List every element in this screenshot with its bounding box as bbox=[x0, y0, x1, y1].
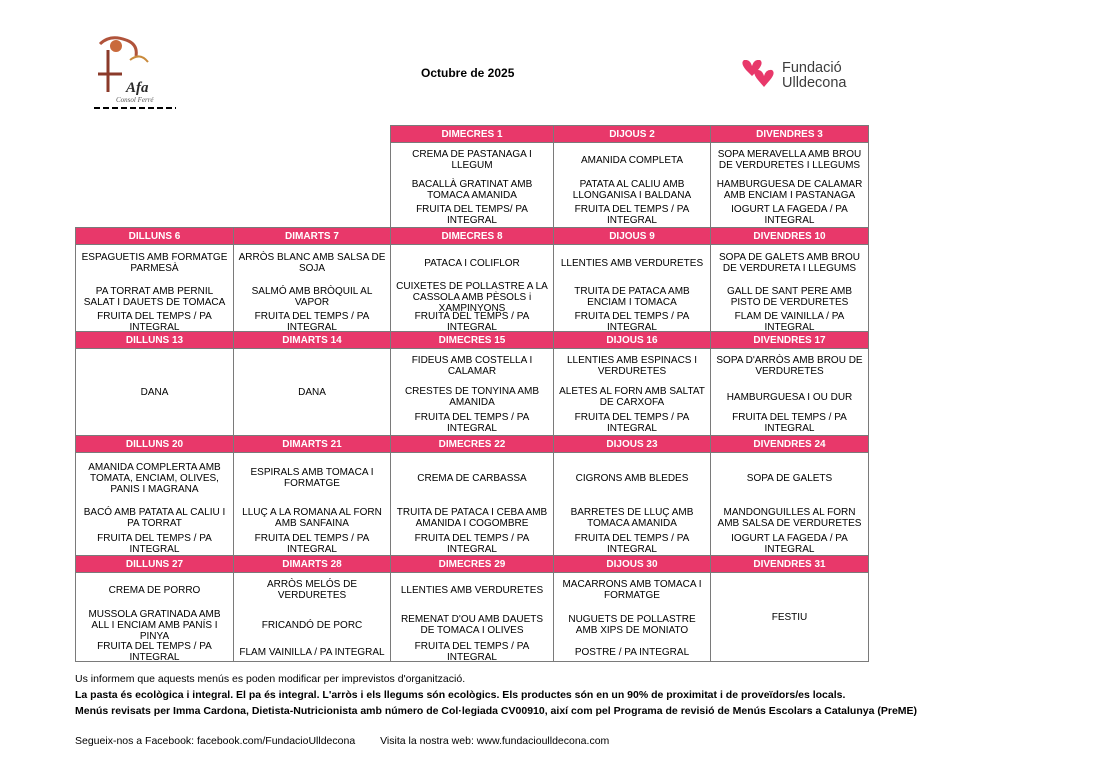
day-cell bbox=[391, 453, 554, 556]
footer-review-note: Menús revisats per Imma Cardona, Dietista-Nutricionista amb número de Col·legiada CV00910, així com pel Programa de revisió de Menús Escolars a Catalunya (PreME) bbox=[75, 705, 918, 717]
afa-logo-subtext: Consol Ferré bbox=[116, 96, 154, 104]
facebook-link[interactable]: Segueix-nos a Facebook: facebook.com/FundacioUlldecona bbox=[75, 735, 356, 747]
afa-logo-text: Afa bbox=[126, 80, 149, 96]
day-header: DIJOUS 2 bbox=[554, 126, 711, 143]
second-course: LLUÇ A LA ROMANA AL FORN AMB SANFAINA bbox=[242, 507, 382, 529]
day-cell bbox=[554, 453, 711, 556]
first-course: MACARRONS AMB TOMACA I FORMATGE bbox=[562, 579, 702, 601]
day-cell bbox=[76, 453, 234, 556]
first-course: LLENTIES AMB VERDURETES bbox=[400, 584, 544, 596]
week-5-header-row bbox=[76, 556, 869, 573]
website-link[interactable]: Visita la nostra web: www.fundacioulldecona.com bbox=[380, 735, 610, 747]
afa-logo bbox=[86, 30, 186, 116]
day-cell bbox=[234, 573, 391, 662]
first-course: FIDEUS AMB COSTELLA I CALAMAR bbox=[411, 355, 533, 377]
dessert: FRUITA DEL TEMPS/ PA INTEGRAL bbox=[416, 204, 528, 226]
day-header: DIVENDRES 3 bbox=[711, 126, 869, 143]
second-course: CRESTES DE TONYINA AMB AMANIDA bbox=[404, 386, 540, 408]
day-header: DILLUNS 13 bbox=[76, 332, 234, 349]
first-course: AMANIDA COMPLETA bbox=[580, 154, 684, 166]
day-cell bbox=[554, 349, 711, 436]
fundacio-logo bbox=[738, 60, 868, 96]
dessert: IOGURT LA FAGEDA / PA INTEGRAL bbox=[731, 533, 848, 555]
dessert: FRUITA DEL TEMPS / PA INTEGRAL bbox=[254, 311, 370, 332]
day-cell bbox=[76, 573, 234, 662]
second-course: SALMÓ AMB BRÒQUIL AL VAPOR bbox=[251, 286, 373, 308]
first-course: SOPA D'ARRÒS AMB BROU DE VERDURETES bbox=[716, 355, 863, 377]
day-header: DIMECRES 29 bbox=[391, 556, 554, 573]
dessert: IOGURT LA FAGEDA / PA INTEGRAL bbox=[731, 204, 848, 226]
dessert: FRUITA DEL TEMPS / PA INTEGRAL bbox=[254, 533, 370, 555]
week-4-header-row bbox=[76, 436, 869, 453]
first-course: CREMA DE PASTANAGA I LLEGUM bbox=[412, 149, 532, 171]
day-cell bbox=[391, 143, 554, 228]
dessert: FLAM VAINILLA / PA INTEGRAL bbox=[239, 646, 385, 658]
week-3-header-row bbox=[76, 332, 869, 349]
day-header: DILLUNS 6 bbox=[76, 228, 234, 245]
day-header: DIMARTS 14 bbox=[234, 332, 391, 349]
day-header: DILLUNS 27 bbox=[76, 556, 234, 573]
fundacio-logo-line2: Ulldecona bbox=[782, 75, 847, 91]
second-course: TRUITA DE PATACA AMB ENCIAM I TOMACA bbox=[574, 286, 690, 308]
week-2-header-row bbox=[76, 228, 869, 245]
day-cell bbox=[234, 245, 391, 332]
day-cell bbox=[391, 573, 554, 662]
second-course: FRICANDÓ DE PORC bbox=[261, 619, 363, 631]
day-cell bbox=[554, 573, 711, 662]
day-header: DIJOUS 30 bbox=[554, 556, 711, 573]
footer-eco-note: La pasta és ecològica i integral. El pa és integral. L'arròs i els llegums són ecològics. Els productes són en un 90% de proximitat i de proveïdors/es locals. bbox=[75, 689, 846, 701]
first-course: CREMA DE PORRO bbox=[108, 584, 201, 596]
day-header: DIMECRES 8 bbox=[391, 228, 554, 245]
day-cell bbox=[234, 453, 391, 556]
first-course: ARRÒS MELÓS DE VERDURETES bbox=[266, 579, 358, 601]
first-course: SOPA DE GALETS bbox=[746, 472, 833, 484]
first-course: AMANIDA COMPLERTA AMB TOMATA, ENCIAM, OLIVES, PANIS I MAGRANA bbox=[88, 461, 221, 495]
dessert: FRUITA DEL TEMPS / PA INTEGRAL bbox=[574, 533, 690, 555]
second-course: ALETES AL FORN AMB SALTAT DE CARXOFA bbox=[559, 386, 705, 408]
week-5-meals-row bbox=[76, 573, 869, 662]
second-course: HAMBURGUESA I OU DUR bbox=[726, 391, 853, 403]
day-cell bbox=[554, 245, 711, 332]
day-header: DIVENDRES 31 bbox=[711, 556, 869, 573]
second-course: PATATA AL CALIU AMB LLONGANISA I BALDANA bbox=[572, 179, 692, 201]
day-header: DIJOUS 16 bbox=[554, 332, 711, 349]
day-cell bbox=[711, 349, 869, 436]
day-header: DILLUNS 20 bbox=[76, 436, 234, 453]
second-course: NUGUETS DE POLLASTRE AMB XIPS DE MONIATO bbox=[568, 614, 696, 636]
day-cell bbox=[391, 245, 554, 332]
day-cell bbox=[554, 143, 711, 228]
dessert: FRUITA DEL TEMPS / PA INTEGRAL bbox=[574, 412, 690, 434]
day-header: DIMARTS 7 bbox=[234, 228, 391, 245]
holiday-cell: FESTIU bbox=[711, 573, 869, 662]
first-course: ARRÒS BLANC AMB SALSA DE SOJA bbox=[238, 252, 386, 274]
second-course: CUIXETES DE POLLASTRE A LA CASSOLA AMB PÈSOLS i XAMPINYONS bbox=[396, 280, 548, 314]
day-header: DIMARTS 28 bbox=[234, 556, 391, 573]
first-course: CIGRONS AMB BLEDES bbox=[575, 472, 689, 484]
day-header: DIMARTS 21 bbox=[234, 436, 391, 453]
menu-table bbox=[75, 125, 869, 662]
dessert: FRUITA DEL TEMPS / PA INTEGRAL bbox=[97, 533, 212, 555]
day-header: DIMECRES 1 bbox=[391, 126, 554, 143]
day-cell bbox=[391, 349, 554, 436]
second-course: BACALLÀ GRATINAT AMB TOMACA AMANIDA bbox=[411, 179, 533, 201]
footer-note: Us informem que aquests menús es poden modificar per imprevistos d'organització. bbox=[75, 673, 466, 685]
week-1-header-row bbox=[76, 126, 869, 143]
week-4-meals-row bbox=[76, 453, 869, 556]
day-cell bbox=[76, 245, 234, 332]
week-2-meals-row bbox=[76, 245, 869, 332]
day-cell bbox=[711, 245, 869, 332]
first-course: LLENTIES AMB ESPINACS I VERDURETES bbox=[566, 355, 698, 377]
second-course: PA TORRAT AMB PERNIL SALAT I DAUETS DE TOMACA bbox=[83, 286, 226, 308]
first-course: SOPA DE GALETS AMB BROU DE VERDURETA I LLEGUMS bbox=[719, 252, 860, 274]
week-3-meals-row bbox=[76, 349, 869, 436]
fundacio-logo-line1: Fundació bbox=[782, 60, 842, 76]
dessert: FRUITA DEL TEMPS / PA INTEGRAL bbox=[97, 641, 212, 662]
day-header: DIVENDRES 10 bbox=[711, 228, 869, 245]
dessert: FRUITA DEL TEMPS / PA INTEGRAL bbox=[414, 641, 530, 662]
afa-logo-icon bbox=[86, 30, 186, 116]
dessert: FRUITA DEL TEMPS / PA INTEGRAL bbox=[574, 311, 690, 332]
dessert: FRUITA DEL TEMPS / PA INTEGRAL bbox=[732, 412, 847, 434]
first-course: CREMA DE CARBASSA bbox=[417, 472, 527, 484]
second-course: BACÓ AMB PATATA AL CALIU I PA TORRAT bbox=[83, 507, 226, 529]
first-course: ESPIRALS AMB TOMACA I FORMATGE bbox=[250, 467, 374, 489]
dessert: POSTRE / PA INTEGRAL bbox=[574, 646, 690, 658]
day-header: DIVENDRES 24 bbox=[711, 436, 869, 453]
dessert: FRUITA DEL TEMPS / PA INTEGRAL bbox=[414, 412, 530, 434]
dessert: FRUITA DEL TEMPS / PA INTEGRAL bbox=[414, 311, 530, 332]
dessert: FRUITA DEL TEMPS / PA INTEGRAL bbox=[574, 204, 690, 226]
page-title: Octubre de 2025 bbox=[421, 66, 515, 80]
day-header: DIVENDRES 17 bbox=[711, 332, 869, 349]
day-header: DIJOUS 9 bbox=[554, 228, 711, 245]
week-1-meals-row bbox=[76, 143, 869, 228]
first-course: LLENTIES AMB VERDURETES bbox=[560, 257, 704, 269]
day-header: DIJOUS 23 bbox=[554, 436, 711, 453]
day-header: DIMECRES 15 bbox=[391, 332, 554, 349]
second-course: REMENAT D'OU AMB DAUETS DE TOMACA I OLIVES bbox=[400, 614, 544, 636]
second-course: HAMBURGUESA DE CALAMAR AMB ENCIAM I PASTANAGA bbox=[716, 179, 863, 201]
day-header: DIMECRES 22 bbox=[391, 436, 554, 453]
second-course: GALL DE SANT PERE AMB PISTO DE VERDURETES bbox=[726, 286, 853, 308]
day-cell bbox=[711, 143, 869, 228]
second-course: MUSSOLA GRATINADA AMB ALL I ENCIAM AMB PANÍS I PINYA bbox=[88, 608, 221, 642]
first-course: SOPA MERAVELLA AMB BROU DE VERDURETES I LLEGUMS bbox=[717, 149, 862, 171]
dessert: FLAM DE VAINILLA / PA INTEGRAL bbox=[734, 311, 845, 332]
first-course: PATACA I COLIFLOR bbox=[424, 257, 520, 269]
second-course: MANDONGUILLES AL FORN AMB SALSA DE VERDURETES bbox=[717, 507, 862, 529]
day-cell bbox=[711, 453, 869, 556]
social-links bbox=[75, 735, 631, 747]
closure-cell: DANA bbox=[234, 349, 391, 436]
second-course: BARRETES DE LLUÇ AMB TOMACA AMANIDA bbox=[570, 507, 694, 529]
dessert: FRUITA DEL TEMPS / PA INTEGRAL bbox=[97, 311, 212, 332]
closure-cell: DANA bbox=[76, 349, 234, 436]
dessert: FRUITA DEL TEMPS / PA INTEGRAL bbox=[414, 533, 530, 555]
second-course: TRUITA DE PATACA I CEBA AMB AMANIDA I COGOMBRE bbox=[396, 507, 548, 529]
heart-logo-icon bbox=[738, 60, 778, 90]
first-course: ESPAGUETIS AMB FORMATGE PARMESÀ bbox=[81, 252, 228, 274]
